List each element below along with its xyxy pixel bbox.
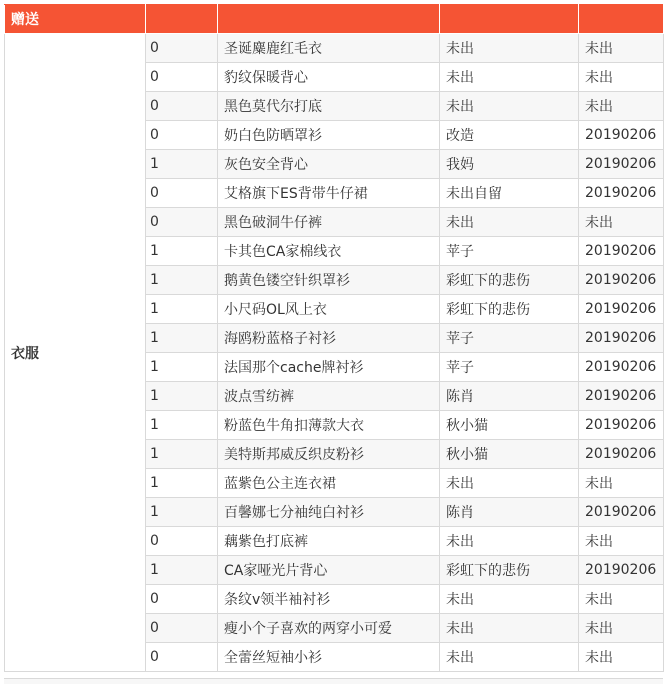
flag-cell[interactable]: 0 xyxy=(146,121,218,150)
item-cell[interactable]: 藕紫色打底裤 xyxy=(218,527,440,556)
date-cell[interactable]: 未出 xyxy=(579,643,664,672)
date-cell[interactable]: 未出 xyxy=(579,63,664,92)
header-cell-date[interactable] xyxy=(579,5,664,34)
date-cell[interactable]: 20190206 xyxy=(579,382,664,411)
date-cell[interactable]: 20190206 xyxy=(579,411,664,440)
date-cell[interactable]: 未出 xyxy=(579,92,664,121)
status-cell[interactable]: 未出 xyxy=(440,585,579,614)
status-cell[interactable]: 彩虹下的悲伤 xyxy=(440,295,579,324)
date-cell[interactable]: 未出 xyxy=(579,527,664,556)
item-cell[interactable]: 波点雪纺裤 xyxy=(218,382,440,411)
status-cell[interactable]: 未出 xyxy=(440,469,579,498)
status-cell[interactable]: 未出 xyxy=(440,63,579,92)
item-cell[interactable]: 豹纹保暖背心 xyxy=(218,63,440,92)
flag-cell[interactable]: 0 xyxy=(146,179,218,208)
status-cell[interactable]: 未出 xyxy=(440,34,579,63)
status-cell[interactable]: 未出自留 xyxy=(440,179,579,208)
date-cell[interactable]: 未出 xyxy=(579,34,664,63)
item-cell[interactable]: 法国那个cache牌衬衫 xyxy=(218,353,440,382)
date-cell[interactable]: 20190206 xyxy=(579,498,664,527)
status-cell[interactable]: 秋小猫 xyxy=(440,440,579,469)
item-cell[interactable]: 百馨娜七分袖纯白衬衫 xyxy=(218,498,440,527)
item-cell[interactable]: 全蕾丝短袖小衫 xyxy=(218,643,440,672)
item-cell[interactable]: 艾格旗下ES背带牛仔裙 xyxy=(218,179,440,208)
flag-cell[interactable]: 1 xyxy=(146,266,218,295)
date-cell[interactable]: 20190206 xyxy=(579,295,664,324)
flag-cell[interactable]: 0 xyxy=(146,92,218,121)
status-cell[interactable]: 未出 xyxy=(440,527,579,556)
status-cell[interactable]: 未出 xyxy=(440,614,579,643)
date-cell[interactable]: 未出 xyxy=(579,208,664,237)
flag-cell[interactable]: 0 xyxy=(146,63,218,92)
date-cell[interactable]: 20190206 xyxy=(579,150,664,179)
item-cell[interactable]: 海鸥粉蓝格子衬衫 xyxy=(218,324,440,353)
item-cell[interactable]: 鹅黄色镂空针织罩衫 xyxy=(218,266,440,295)
date-cell[interactable]: 20190206 xyxy=(579,556,664,585)
status-cell[interactable]: 我妈 xyxy=(440,150,579,179)
status-cell[interactable]: 苹子 xyxy=(440,237,579,266)
gift-table xyxy=(4,4,664,672)
flag-cell[interactable]: 0 xyxy=(146,614,218,643)
header-cell-gift[interactable]: 赠送 xyxy=(5,5,146,34)
status-cell[interactable]: 彩虹下的悲伤 xyxy=(440,556,579,585)
status-cell[interactable]: 改造 xyxy=(440,121,579,150)
flag-cell[interactable]: 0 xyxy=(146,208,218,237)
flag-cell[interactable]: 1 xyxy=(146,237,218,266)
date-cell[interactable]: 20190206 xyxy=(579,179,664,208)
date-cell[interactable]: 20190206 xyxy=(579,237,664,266)
status-cell[interactable]: 未出 xyxy=(440,643,579,672)
item-cell[interactable]: 小尺码OL风上衣 xyxy=(218,295,440,324)
flag-cell[interactable]: 1 xyxy=(146,498,218,527)
flag-cell[interactable]: 1 xyxy=(146,324,218,353)
item-cell[interactable]: 圣诞麋鹿红毛衣 xyxy=(218,34,440,63)
date-cell[interactable]: 20190206 xyxy=(579,440,664,469)
flag-cell[interactable]: 1 xyxy=(146,469,218,498)
category-cell[interactable]: 衣服 xyxy=(5,34,146,672)
flag-cell[interactable]: 1 xyxy=(146,411,218,440)
flag-cell[interactable]: 1 xyxy=(146,295,218,324)
status-cell[interactable]: 陈肖 xyxy=(440,382,579,411)
date-cell[interactable]: 20190206 xyxy=(579,266,664,295)
header-cell-flag[interactable] xyxy=(146,5,218,34)
flag-cell[interactable]: 1 xyxy=(146,440,218,469)
header-cell-item[interactable] xyxy=(218,5,440,34)
item-cell[interactable]: 奶白色防晒罩衫 xyxy=(218,121,440,150)
header-cell-status[interactable] xyxy=(440,5,579,34)
status-cell[interactable]: 苹子 xyxy=(440,324,579,353)
item-cell[interactable]: CA家哑光片背心 xyxy=(218,556,440,585)
item-cell[interactable]: 灰色安全背心 xyxy=(218,150,440,179)
status-cell[interactable]: 彩虹下的悲伤 xyxy=(440,266,579,295)
status-cell[interactable]: 苹子 xyxy=(440,353,579,382)
date-cell[interactable]: 未出 xyxy=(579,614,664,643)
flag-cell[interactable]: 0 xyxy=(146,585,218,614)
date-cell[interactable]: 未出 xyxy=(579,585,664,614)
flag-cell[interactable]: 1 xyxy=(146,556,218,585)
item-cell[interactable]: 蓝紫色公主连衣裙 xyxy=(218,469,440,498)
date-cell[interactable]: 20190206 xyxy=(579,121,664,150)
item-cell[interactable]: 黑色莫代尔打底 xyxy=(218,92,440,121)
table-row xyxy=(5,34,664,63)
item-cell[interactable]: 美特斯邦威反织皮粉衫 xyxy=(218,440,440,469)
item-cell[interactable]: 卡其色CA家棉线衣 xyxy=(218,237,440,266)
item-cell[interactable]: 条纹v领半袖衬衫 xyxy=(218,585,440,614)
item-cell[interactable]: 瘦小个子喜欢的两穿小可爱 xyxy=(218,614,440,643)
status-cell[interactable]: 未出 xyxy=(440,208,579,237)
flag-cell[interactable]: 0 xyxy=(146,527,218,556)
flag-cell[interactable]: 0 xyxy=(146,643,218,672)
flag-cell[interactable]: 1 xyxy=(146,382,218,411)
status-cell[interactable]: 陈肖 xyxy=(440,498,579,527)
item-cell[interactable]: 黑色破洞牛仔裤 xyxy=(218,208,440,237)
date-cell[interactable]: 20190206 xyxy=(579,353,664,382)
status-cell[interactable]: 未出 xyxy=(440,92,579,121)
item-cell[interactable]: 粉蓝色牛角扣薄款大衣 xyxy=(218,411,440,440)
flag-cell[interactable]: 1 xyxy=(146,353,218,382)
spreadsheet xyxy=(4,4,663,672)
flag-cell[interactable]: 1 xyxy=(146,150,218,179)
status-cell[interactable]: 秋小猫 xyxy=(440,411,579,440)
date-cell[interactable]: 20190206 xyxy=(579,324,664,353)
flag-cell[interactable]: 0 xyxy=(146,34,218,63)
header-row xyxy=(5,5,664,34)
date-cell[interactable]: 未出 xyxy=(579,469,664,498)
partial-next-row xyxy=(4,678,663,684)
